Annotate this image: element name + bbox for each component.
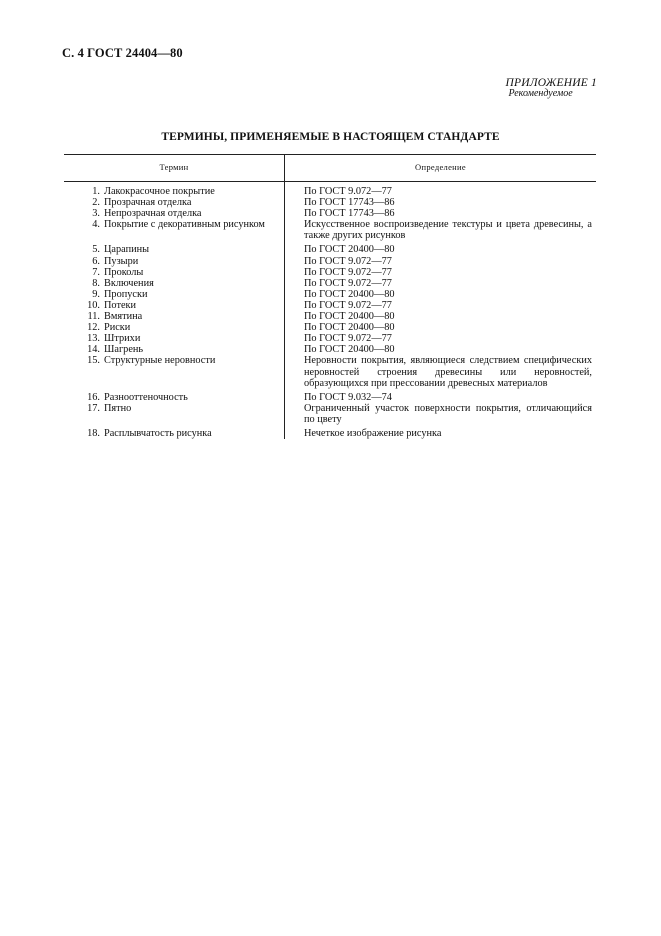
appendix-label [505, 77, 597, 99]
term-cell [64, 278, 285, 289]
table-row [64, 344, 596, 355]
term-text: Покрытие с декоративным рисунком [104, 219, 265, 231]
table-header-row [64, 155, 596, 182]
definition-cell: По ГОСТ 9.072—77 [304, 255, 392, 267]
table-row [64, 322, 596, 333]
definition-cell: По ГОСТ 9.072—77 [304, 266, 392, 278]
term-cell [64, 311, 285, 322]
term-number: 9. [92, 288, 100, 300]
term-text: Структурные неровности [104, 355, 216, 367]
table-row [64, 355, 596, 388]
term-number: 5. [92, 244, 100, 256]
table-row [64, 311, 596, 322]
definition-cell: По ГОСТ 17743—86 [304, 197, 395, 209]
definition-cell: По ГОСТ 9.032—74 [304, 391, 392, 403]
term-text: Риски [104, 322, 131, 334]
term-number: 6. [92, 255, 100, 267]
table-row [64, 241, 596, 255]
term-cell [64, 333, 285, 344]
term-number: 16. [87, 391, 100, 403]
term-cell [64, 241, 285, 255]
term-number: 11. [87, 311, 100, 323]
definition-cell: Искусственное воспроизведение текстуры и цвета древесины, а также других рисунков [304, 219, 592, 242]
term-text: Разнооттеночность [104, 391, 188, 403]
term-number: 7. [92, 266, 100, 278]
term-text: Пропуски [104, 288, 148, 300]
table-row [64, 182, 596, 198]
definition-cell: Неровности покрытия, являющиеся следствием специфических неровностей строения древесины или неровностей, образующихся при прессовании древесных материалов [304, 355, 592, 389]
definition-cell: По ГОСТ 20400—80 [304, 311, 395, 323]
term-text: Пятно [104, 402, 132, 414]
term-number: 18. [87, 427, 100, 439]
page-header: С. 4 ГОСТ 24404—80 [62, 46, 183, 60]
table-row [64, 403, 596, 425]
table-row [64, 389, 596, 403]
table-row [64, 197, 596, 208]
table-row [64, 256, 596, 267]
term-cell [64, 219, 285, 241]
term-number: 2. [92, 197, 100, 209]
definition-cell: По ГОСТ 9.072—77 [304, 299, 392, 311]
header-term: Термин [64, 155, 285, 182]
term-text: Лакокрасочное покрытие [104, 186, 215, 197]
term-number: 17. [87, 402, 100, 414]
table-row [64, 333, 596, 344]
term-cell [64, 256, 285, 267]
term-text: Включения [104, 277, 154, 289]
header-definition: Определение [285, 155, 597, 182]
table-row [64, 208, 596, 219]
term-text: Проколы [104, 266, 144, 278]
term-cell [64, 403, 285, 425]
definition-cell: По ГОСТ 20400—80 [304, 288, 395, 300]
term-cell [64, 389, 285, 403]
term-cell [64, 355, 285, 388]
term-text: Вмятина [104, 311, 143, 323]
definition-cell: Ограниченный участок поверхности покрытия, отличающийся по цвету [304, 402, 592, 425]
term-text: Расплывчатость рисунка [104, 427, 212, 439]
table-row [64, 425, 596, 439]
term-cell [64, 300, 285, 311]
term-cell [64, 322, 285, 333]
table-row [64, 289, 596, 300]
definition-cell: По ГОСТ 20400—80 [304, 244, 395, 256]
definition-cell: Нечеткое изображение рисунка [304, 427, 442, 439]
term-cell [64, 344, 285, 355]
term-number: 15. [87, 355, 100, 367]
definition-cell: По ГОСТ 20400—80 [304, 344, 395, 356]
term-text: Потеки [104, 299, 137, 311]
term-number: 10. [87, 299, 100, 311]
term-text: Прозрачная отделка [104, 197, 192, 209]
term-text: Непрозрачная отделка [104, 208, 202, 220]
term-number: 4. [92, 219, 100, 231]
table-row [64, 219, 596, 241]
table-row [64, 267, 596, 278]
terms-table [64, 154, 596, 439]
term-text: Пузыри [104, 255, 139, 267]
definition-cell: По ГОСТ 20400—80 [304, 322, 395, 334]
term-number: 12. [87, 322, 100, 334]
definition-cell: По ГОСТ 9.072—77 [304, 277, 392, 289]
appendix-subtitle: Рекомендуемое [508, 88, 573, 99]
term-number: 3. [92, 208, 100, 220]
section-title: ТЕРМИНЫ, ПРИМЕНЯЕМЫЕ В НАСТОЯЩЕМ СТАНДАРТЕ [161, 131, 500, 143]
table-row [64, 300, 596, 311]
definition-cell: По ГОСТ 17743—86 [304, 208, 395, 220]
term-cell [64, 289, 285, 300]
term-text: Царапины [104, 244, 150, 256]
term-number: 8. [92, 277, 100, 289]
table-row [64, 278, 596, 289]
term-number: 14. [87, 344, 100, 356]
appendix-title: ПРИЛОЖЕНИЕ 1 [505, 77, 597, 89]
definition-cell: По ГОСТ 9.072—77 [304, 186, 392, 197]
definition-cell: По ГОСТ 9.072—77 [304, 333, 392, 345]
term-cell [64, 182, 285, 198]
term-cell [64, 267, 285, 278]
term-cell [64, 425, 285, 439]
term-text: Шагрень [104, 344, 144, 356]
term-text: Штрихи [104, 333, 141, 345]
term-cell [64, 208, 285, 219]
term-number: 1. [92, 186, 100, 197]
term-number: 13. [87, 333, 100, 345]
term-cell [64, 197, 285, 208]
